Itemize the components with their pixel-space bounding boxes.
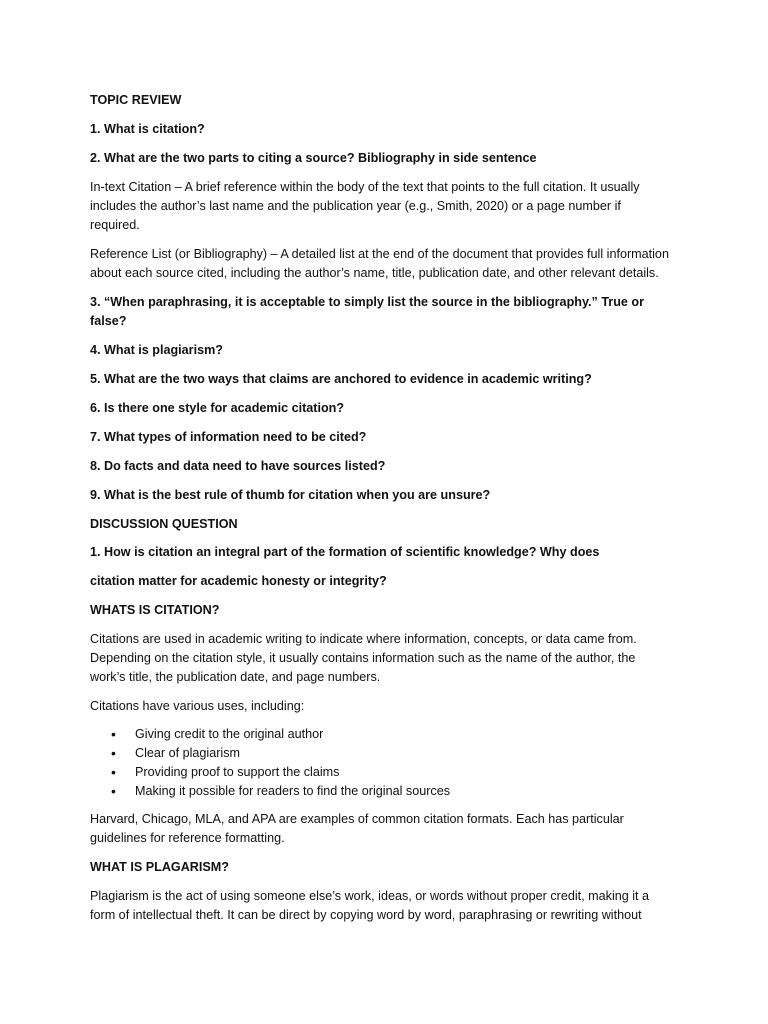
question-7: 7. What types of information need to be cited? <box>90 429 367 444</box>
list-item-text: Making it possible for readers to find the original sources <box>135 783 451 798</box>
citation-heading: WHATS IS CITATION? <box>90 603 220 618</box>
answer-reference-list: Reference List (or Bibliography) – A detailed list at the end of the document that provides full information about each source cited, including the author’s name, title, publication date, and other relevant details. <box>90 246 669 281</box>
list-item <box>90 744 670 763</box>
citation-formats-paragraph: Harvard, Chicago, MLA, and APA are examples of common citation formats. Each has particular guidelines for reference formatting. <box>90 812 624 846</box>
question-4: 4. What is plagiarism? <box>90 343 223 358</box>
citation-uses-list <box>90 725 670 800</box>
plagiarism-paragraph: Plagiarism is the act of using someone else’s work, ideas, or words without proper credit, making it a form of intellectual theft. It can be direct by copying word by word, paraphrasing or rewriting without <box>90 889 650 923</box>
document-page <box>90 91 670 935</box>
discussion-question-line-1: 1. How is citation an integral part of the formation of scientific knowledge? Why does <box>90 545 600 560</box>
list-item-text: Clear of plagiarism <box>135 746 240 761</box>
bullet-icon: • <box>111 745 116 762</box>
question-1: 1. What is citation? <box>90 121 205 136</box>
topic-review-heading: TOPIC REVIEW <box>90 93 182 107</box>
list-item-text: Providing proof to support the claims <box>135 764 340 779</box>
citation-uses-intro: Citations have various uses, including: <box>90 699 305 714</box>
list-item <box>90 782 670 801</box>
discussion-heading: DISCUSSION QUESTION <box>90 516 238 531</box>
list-item <box>90 725 670 744</box>
question-9: 9. What is the best rule of thumb for citation when you are unsure? <box>90 487 491 502</box>
question-8: 8. Do facts and data need to have sources listed? <box>90 458 386 473</box>
answer-in-text-citation: In-text Citation – A brief reference within the body of the text that points to the full citation. It usually includes the author’s last name and the publication year (e.g., Smith, 2020) or a page number if required. <box>90 179 640 233</box>
bullet-icon: • <box>111 726 116 743</box>
plagiarism-heading: WHAT IS PLAGARISM? <box>90 860 229 875</box>
discussion-question-line-2: citation matter for academic honesty or integrity? <box>90 574 387 589</box>
question-5: 5. What are the two ways that claims are anchored to evidence in academic writing? <box>90 372 592 387</box>
list-item <box>90 763 670 782</box>
list-item-text: Giving credit to the original author <box>135 727 324 742</box>
question-6: 6. Is there one style for academic citation? <box>90 400 345 415</box>
bullet-icon: • <box>111 763 116 780</box>
bullet-icon: • <box>111 782 116 799</box>
citation-paragraph: Citations are used in academic writing to indicate where information, concepts, or data came from. Depending on the citation style, it usually contains information such as the name of the author, the work’s title, the publication date, and page numbers. <box>90 632 637 685</box>
question-3: 3. “When paraphrasing, it is acceptable to simply list the source in the bibliography.” True or false? <box>90 295 645 329</box>
question-2: 2. What are the two parts to citing a source? Bibliography in side sentence <box>90 150 537 165</box>
